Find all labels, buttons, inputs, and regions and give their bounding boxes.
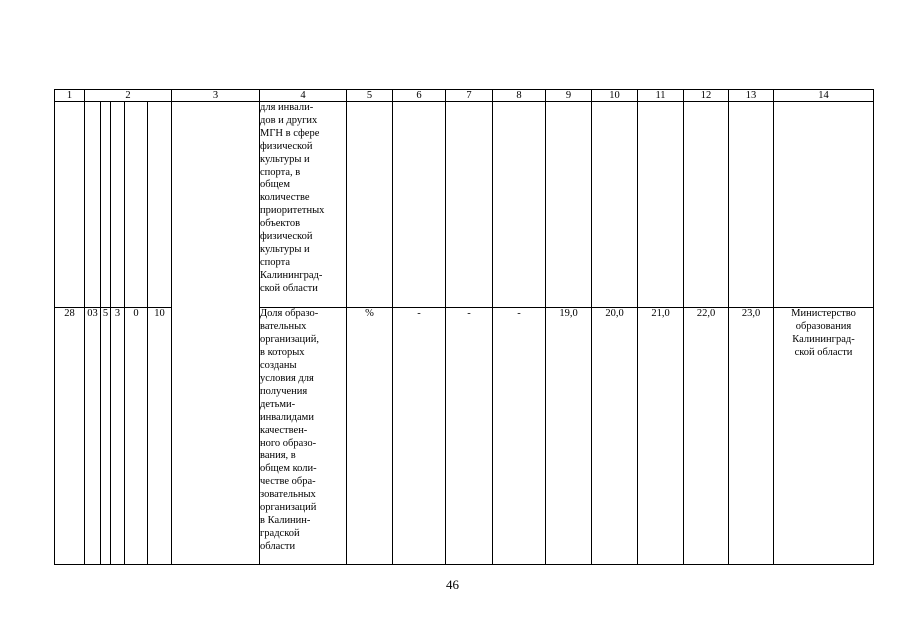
- code-cell: 0: [125, 308, 148, 565]
- indicator-line: градской: [260, 527, 300, 539]
- responsible-cell: [774, 308, 874, 565]
- indicator-line: для инвали-: [260, 102, 314, 114]
- indicator-line: честве обра-: [260, 476, 316, 488]
- value-cell: -: [446, 308, 493, 565]
- responsible-line: Министерство: [791, 308, 856, 320]
- value-cell: [546, 102, 592, 308]
- value-cell: [493, 102, 546, 308]
- header-cell: 14: [774, 90, 874, 102]
- value-cell: [638, 102, 684, 308]
- row-number-cell: 28: [55, 308, 85, 565]
- indicator-line: культуры и: [260, 243, 310, 255]
- indicator-line: Доля образо-: [260, 308, 319, 320]
- responsible-line: образования: [795, 321, 852, 333]
- code-cell: [111, 102, 125, 308]
- indicator-line: ного образо-: [260, 437, 317, 449]
- indicator-line: дов и других: [260, 114, 318, 126]
- value-cell: [729, 102, 774, 308]
- table-row-continued: [55, 102, 874, 308]
- indicator-line: приоритетных: [260, 205, 325, 217]
- value-cell: 20,0: [592, 308, 638, 565]
- column-3-cell: [172, 102, 260, 565]
- indicator-line: спорта, в: [260, 166, 301, 178]
- value-cell: -: [493, 308, 546, 565]
- indicator-name-cell: [260, 308, 347, 565]
- indicator-line: физической: [260, 140, 313, 152]
- value-cell: -: [393, 308, 446, 565]
- code-cell: 5: [101, 308, 111, 565]
- code-cell: [148, 102, 172, 308]
- indicator-line: инвалидами: [260, 411, 314, 423]
- header-cell: 13: [729, 90, 774, 102]
- indicator-line: общем: [260, 179, 290, 191]
- value-cell: 21,0: [638, 308, 684, 565]
- header-cell: 1: [55, 90, 85, 102]
- indicator-line: области: [260, 540, 296, 552]
- indicators-table: [54, 89, 874, 565]
- value-cell: 22,0: [684, 308, 729, 565]
- indicator-line: организаций: [260, 502, 317, 514]
- indicator-line: получения: [260, 385, 308, 397]
- header-cell: 8: [493, 90, 546, 102]
- indicator-line: детьми-: [260, 398, 296, 410]
- page-number: 46: [446, 577, 459, 592]
- indicator-line: в Калинин-: [260, 514, 311, 526]
- header-cell: 6: [393, 90, 446, 102]
- unit-cell: [347, 102, 393, 308]
- indicator-line: в которых: [260, 347, 305, 359]
- indicator-line: Калининград-: [260, 269, 323, 281]
- code-cell: 03: [85, 308, 101, 565]
- indicator-line: ской области: [260, 282, 318, 294]
- indicator-line: культуры и: [260, 153, 310, 165]
- indicator-line: МГН в сфере: [260, 127, 320, 139]
- responsible-cell: [774, 102, 874, 308]
- value-cell: [592, 102, 638, 308]
- header-cell: 10: [592, 90, 638, 102]
- indicator-line: зовательных: [260, 489, 316, 501]
- value-cell: [446, 102, 493, 308]
- indicator-line: созданы: [260, 360, 297, 372]
- indicator-line: условия для: [260, 372, 314, 384]
- value-cell: [684, 102, 729, 308]
- indicator-line: вания, в: [260, 450, 296, 462]
- indicator-line: организаций,: [260, 334, 319, 346]
- indicator-line: качествен-: [260, 424, 308, 436]
- responsible-line: ской области: [794, 347, 853, 359]
- code-cell: 10: [148, 308, 172, 565]
- unit-cell: %: [347, 308, 393, 565]
- header-cell: 11: [638, 90, 684, 102]
- row-number-cell: [55, 102, 85, 308]
- indicator-name-cell: [260, 102, 347, 308]
- header-cell: 7: [446, 90, 493, 102]
- header-cell: 12: [684, 90, 729, 102]
- indicator-line: объектов: [260, 218, 301, 230]
- code-cell: [101, 102, 111, 308]
- code-cell: [85, 102, 101, 308]
- header-cell: 5: [347, 90, 393, 102]
- indicator-line: вательных: [260, 321, 307, 333]
- code-cell: [125, 102, 148, 308]
- header-cell: 4: [260, 90, 347, 102]
- indicator-line: количестве: [260, 192, 310, 204]
- header-cell: 2: [85, 90, 172, 102]
- value-cell: 19,0: [546, 308, 592, 565]
- indicator-line: спорта: [260, 256, 291, 268]
- header-cell: 9: [546, 90, 592, 102]
- responsible-line: Калининград-: [792, 334, 855, 346]
- header-cell: 3: [172, 90, 260, 102]
- indicator-line: физической: [260, 231, 313, 243]
- header-row: [55, 90, 874, 102]
- code-cell: 3: [111, 308, 125, 565]
- value-cell: [393, 102, 446, 308]
- indicator-line: общем коли-: [260, 463, 317, 475]
- value-cell: 23,0: [729, 308, 774, 565]
